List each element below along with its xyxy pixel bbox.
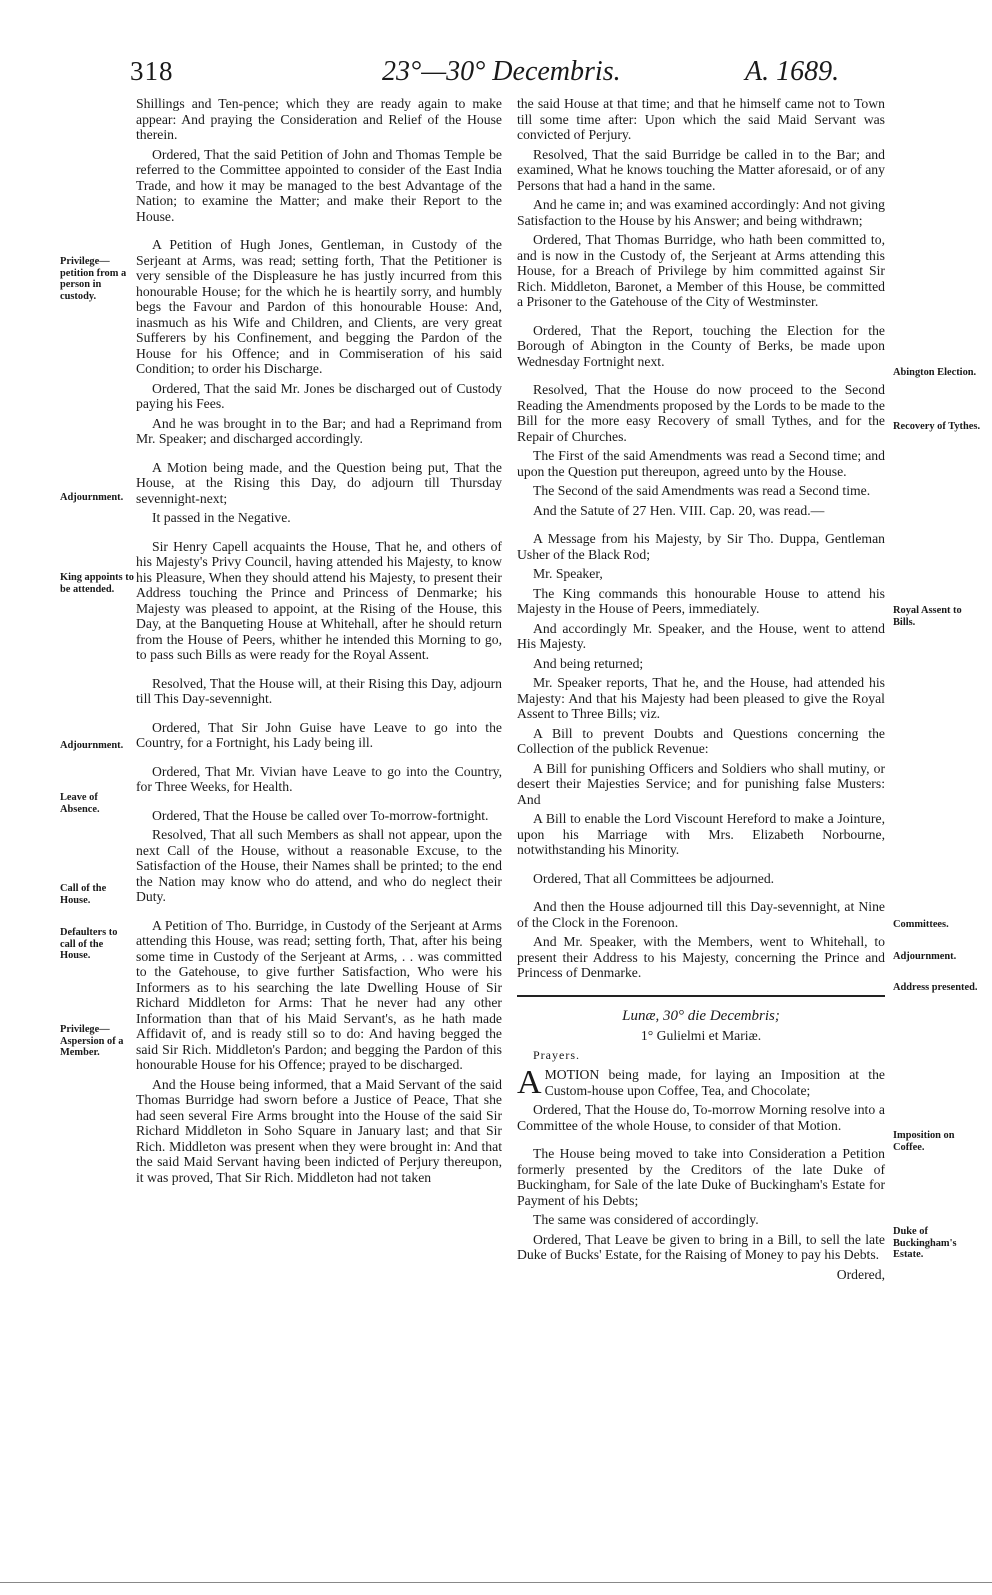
paragraph: A Bill for punishing Officers and Soldiers who shall mutiny, or desert their Majesties Service; and for punishing false Musters: And	[517, 760, 885, 807]
paragraph: Mr. Speaker reports, That he, and the House, had attended his Majesty: And that his Majesty had been pleased to give the Royal Assent to Three Bills; viz.	[517, 675, 885, 721]
paragraph: It passed in the Negative.	[152, 510, 291, 525]
paragraph: Ordered, That Mr. Vivian have Leave to go into the Country, for Three Weeks, for Health.	[136, 763, 502, 794]
margin-note: Privilege—petition from a person in custody.	[60, 256, 127, 302]
running-year: A. 1689.	[745, 56, 840, 87]
paragraph: the said House at that time; and that he himself came not to Town till some time after: Upon which the said Maid Servant was convicted of Perjury.	[517, 96, 885, 142]
page-bottom-rule	[0, 1582, 992, 1583]
running-title: 23°—30° Decembris.	[382, 56, 621, 87]
paragraph: Resolved, That the said Burridge be called in to the Bar; and examined, What he knows touching the Matter aforesaid, or of any Persons that had a hand in the same.	[517, 146, 885, 193]
paragraph: A Bill to prevent Doubts and Questions concerning the Collection of the publick Revenue:	[517, 725, 885, 756]
right-column	[517, 96, 885, 1286]
paragraph: Resolved, That the House will, at their Rising this Day, adjourn till This Day-sevennight.	[136, 675, 502, 706]
paragraph: A Petition of Hugh Jones, Gentleman, in Custody of the Serjeant at Arms, was read; setting forth, That the Petitioner is very sensible of the Displeasure he has justly incurred from this honourable House; for the which he is heartily sorry, and humbly begs the Favour and Pardon of this honourable House: And, inasmuch as his Wife and Children, and Clients, are very great Sufferers by his Confinement, and begging the Pardon of the House for his Offence; and in Commiseration of his said Condition; to order his Discharge.	[136, 237, 502, 376]
paragraph: Shillings and Ten-pence; which they are ready again to make appear: And praying the Consideration and Relief of the House therein.	[136, 96, 502, 142]
paragraph: And he came in; and was examined accordingly: And not giving Satisfaction to the House by his Answer; and being withdrawn;	[517, 197, 885, 228]
paragraph: Ordered, That the said Petition of John and Thomas Temple be referred to the Committee appointed to consider of the East India Trade, and how it may be managed to the best Advantage of the Nation; to examine the Matter; and make their Report to the House.	[136, 146, 502, 224]
paragraph: Ordered, That the House do, To-morrow Morning resolve into a Committee of the whole House, to consider of that Motion.	[517, 1102, 885, 1133]
paragraph: Ordered, That all Committees be adjourned.	[533, 870, 775, 886]
paragraph: Ordered, That the said Mr. Jones be discharged out of Custody paying his Fees.	[136, 380, 502, 411]
section-divider	[517, 995, 885, 997]
paragraph: Resolved, That the House do now proceed to the Second Reading the Amendments proposed by the Lords to be made to the Bill for the more easy Recovery of small Tythes, and for the Repair of Churches.	[517, 382, 885, 444]
paragraph: And being returned;	[533, 655, 644, 671]
margin-note: Call of the House.	[60, 883, 107, 906]
paragraph: And then the House adjourned till this Day-sevennight, at Nine of the Clock in the Forenoon.	[517, 899, 885, 930]
paragraph	[517, 1064, 885, 1101]
margin-note: Recovery of Tythes.	[893, 421, 981, 432]
margin-note: Abington Election.	[893, 367, 977, 378]
paragraph: The Second of the said Amendments was read a Second time.	[533, 483, 871, 498]
paragraph: Ordered, That Sir John Guise have Leave to go into the Country, for a Fortnight, his Lady being ill.	[136, 719, 502, 750]
paragraph: The same was considered of accordingly.	[533, 1212, 759, 1227]
paragraph: The First of the said Amendments was read a Second time; and upon the Question put thereupon, agreed unto by the House.	[517, 448, 885, 479]
paragraph: And accordingly Mr. Speaker, and the House, went to attend His Majesty.	[517, 620, 885, 651]
margin-note: Adjournment.	[893, 951, 957, 962]
margin-note: King appoints to be attended.	[60, 572, 134, 595]
margin-note: Privilege—Aspersion of a Member.	[60, 1024, 124, 1058]
page-header	[0, 50, 992, 94]
day-heading: Lunæ, 30° die Decembris;	[622, 1007, 780, 1024]
catchword: Ordered,	[836, 1266, 885, 1282]
paragraph: The King commands this honourable House to attend his Majesty in the House of Peers, immediately.	[517, 585, 885, 616]
left-column	[136, 96, 502, 1189]
paragraph-text: MOTION being made, for laying an Imposition at the Custom-house upon Coffee, Tea, and Chocolate;	[544, 1067, 885, 1098]
margin-note: Leave of Absence.	[60, 792, 100, 815]
margin-note: Duke of Buckingham's Estate.	[893, 1226, 957, 1260]
margin-note: Adjournment.	[60, 740, 124, 751]
margin-note: Imposition on Coffee.	[893, 1130, 955, 1153]
margin-note: Address presented.	[893, 982, 978, 993]
drop-cap: A	[517, 1064, 542, 1101]
paragraph: A Petition of Tho. Burridge, in Custody of the Serjeant at Arms attending this House, was read; setting forth, That, after his being some time in Custody of the Serjeant at Arms, . . was committed to the Gatehouse, to give further Satisfaction, Who were his Informers as to his searching the late Dwelling House of Sir Richard Middleton for Arms: That he never had any other Information than that of his Maid Servant's, as he hath made Affidavit of, and is ready still so to do: And having begged the said Sir Rich. Middleton's Pardon; and begging the Pardon of this honourable House for his Offence; prayed to be discharged.	[136, 917, 502, 1072]
page-number: 318	[130, 56, 174, 86]
margin-note: Defaulters to call of the House.	[60, 927, 118, 961]
reign-line: 1° Gulielmi et Mariæ.	[640, 1028, 762, 1043]
paragraph: Ordered, That the Report, touching the Election for the Borough of Abington in the County of Berks, be made upon Wednesday Fortnight next.	[517, 322, 885, 369]
paragraph: And the House being informed, that a Maid Servant of the said Thomas Burridge had sworn before a Justice of Peace, That she had seen several Fire Arms brought into the House of the said Sir Richard Middleton in Soho Square in January last; and that Sir Rich. Middleton was present when they were brought in: And that the said Maid Servant having been indicted of Perjury thereupon, it was proved, That Sir Rich. Middleton had not taken	[136, 1076, 502, 1185]
paragraph: And Mr. Speaker, with the Members, went to Whitehall, to present their Address to his Majesty, concerning the Prince and Princess of Denmarke.	[517, 934, 885, 980]
paragraph: A Bill to enable the Lord Viscount Hereford to make a Jointure, upon his Marriage with Mrs. Elizabeth Norbourne, notwithstanding his Minority.	[517, 811, 885, 857]
paragraph: The House being moved to take into Consideration a Petition formerly presented by the Creditors of the late Duke of Buckingham, for Sale of the late Duke of Buckingham's Estate for Payment of his Debts;	[517, 1146, 885, 1208]
paragraph: Resolved, That all such Members as shall not appear, upon the next Call of the House, without a reasonable Excuse, to the Satisfaction of the House, their Names shall be printed; to the end the Nation may know who do attend, and who do neglect their Duty.	[136, 827, 502, 904]
paragraph: Ordered, That the House be called over To-morrow-fortnight.	[152, 807, 489, 823]
paragraph: Sir Henry Capell acquaints the House, That he, and others of his Majesty's Privy Council, having attended his Majesty, to know his Pleasure, When they should attend his Majesty, to present their Address touching the Prince and Princess of Denmarke; his Majesty was pleased to appoint, at the Rising of the House, this Day, at the Banqueting House at Whitehall, after he should return from the House of Peers, whither he intended this Morning to go, to pass such Bills as were ready for the Royal Assent.	[136, 538, 502, 662]
paragraph: Mr. Speaker,	[533, 566, 603, 581]
paragraph: A Motion being made, and the Question being put, That the House, at the Rising this Day, do adjourn till Thursday sevennight-next;	[136, 459, 502, 506]
paragraph: Ordered, That Leave be given to bring in a Bill, to sell the late Duke of Bucks' Estate, for the Raising of Money to pay his Debts.	[517, 1231, 885, 1262]
prayers-heading: Prayers.	[533, 1047, 580, 1062]
paragraph: And the Satute of 27 Hen. VIII. Cap. 20, was read.—	[533, 502, 825, 518]
paragraph: A Message from his Majesty, by Sir Tho. Duppa, Gentleman Usher of the Black Rod;	[517, 531, 885, 562]
paragraph: Ordered, That Thomas Burridge, who hath been committed to, and is now in the Custody of, the Serjeant at Arms attending this House, for a Breach of Privilege by him committed against Sir Rich. Middleton, Baronet, a Member of this House, be committed a Prisoner to the Gatehouse of the City of Westminster.	[517, 232, 885, 309]
margin-note: Royal Assent to Bills.	[893, 605, 962, 628]
margin-note: Committees.	[893, 919, 949, 930]
paragraph: And he was brought in to the Bar; and had a Reprimand from Mr. Speaker; and discharged accordingly.	[136, 415, 502, 446]
margin-note: Adjournment.	[60, 492, 124, 503]
